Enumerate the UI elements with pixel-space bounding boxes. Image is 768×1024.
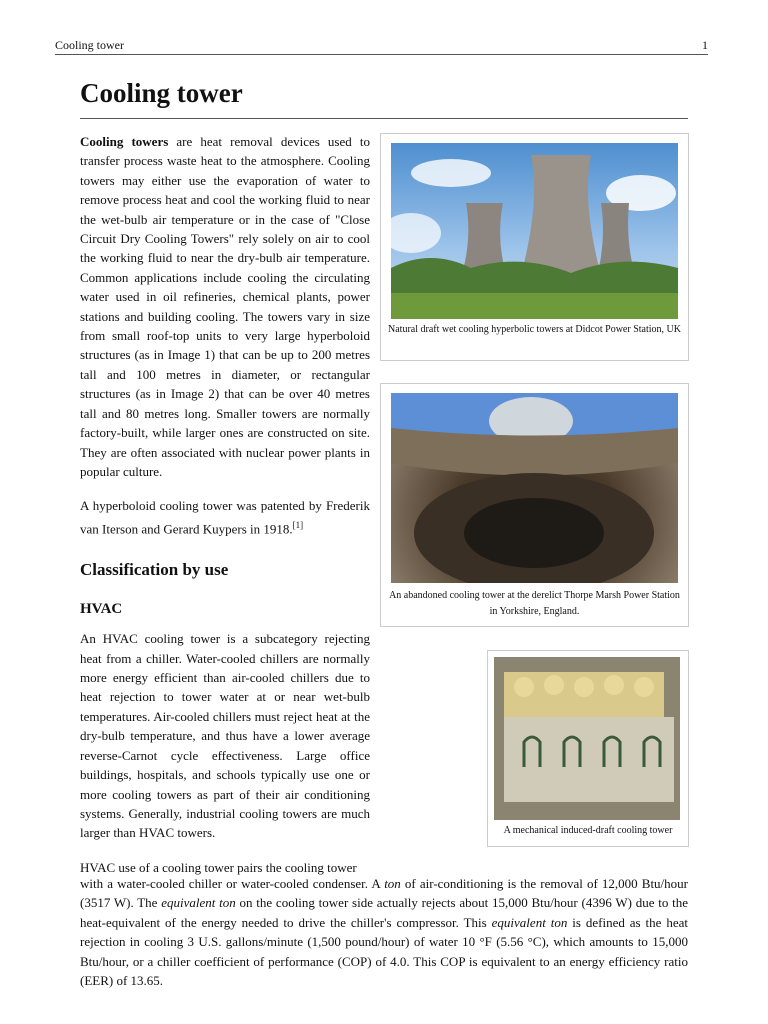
page-title: Cooling tower	[80, 78, 243, 108]
title-divider	[80, 118, 688, 119]
italic-term: equivalent ton	[161, 895, 236, 911]
figure-caption: An abandoned cooling tower at the derelict Thorpe Marsh Power Station in Yorkshire, England.	[389, 590, 680, 617]
page-number: 1	[702, 38, 708, 52]
figure-induced-draft	[487, 650, 689, 847]
intro-text: are heat removal devices used to transfer process waste heat to the atmosphere. Cooling towers may either use the evaporation of water to remove process heat and cool the working fluid to near the wet-bulb air temperature or in the case of "Close Circuit Dry Cooling Towers" rely solely on air to cool the working fluid to near the dry-bulb air temperature. Common applications include cooling the circulating water used in oil refineries, chemical plants, power stations and building cooling. The towers vary in size from small roof-top units to very large hyperboloid structures (as in Image 1) that can be up to 200 metres tall and 100 metres in diameter, or rectangular structures (as in Image 2) that can be over 40 metres tall and 80 metres long. Smaller towers are normally factory-built, while larger ones are constructed on site. They are often associated with nuclear power plants in popular culture.	[80, 134, 370, 479]
patent-paragraph	[80, 496, 370, 538]
figure-caption: Natural draft wet cooling hyperbolic towers at Didcot Power Station, UK	[388, 324, 681, 335]
cooling-towers-photo[interactable]	[391, 143, 678, 319]
tower-interior-photo[interactable]	[391, 393, 678, 583]
hvac-paragraph: An HVAC cooling tower is a subcategory rejecting heat from a chiller. Water-cooled chillers are normally more energy efficient than air-cooled chillers due to heat rejection to tower water at or near wet-bulb temperatures. Air-cooled chillers must reject heat at the dry-bulb temperature, and thus have a lower average reverse-Carnot cycle effectiveness. Large office buildings, hospitals, and schools typically use one or more cooling towers as part of their air conditioning systems. Generally, industrial cooling towers are much larger than HVAC towers.	[80, 631, 370, 841]
figure-didcot	[380, 133, 689, 361]
text: of air-conditioning is the removal of 12,000 Btu/hour (3517 W). The	[80, 876, 688, 911]
mechanical-tower-photo[interactable]	[494, 657, 680, 820]
header-title: Cooling tower	[55, 38, 124, 52]
subsection-heading: HVAC	[80, 600, 123, 617]
text: is defined as the heat rejection in cooling 3 U.S. gallons/minute (1,500 pound/hour) of water 10 °F (5.56 °C), which amounts to 15,000 Btu/hour, or a chiller coefficient of performance (COP) of 4.0. This COP is equivalent to an energy efficiency ratio (EER) of 13.65.	[80, 914, 689, 989]
hvac-paragraph-2-start: HVAC use of a cooling tower pairs the cooling tower	[80, 859, 357, 875]
text: with a water-cooled chiller or water-cooled condenser. A	[80, 876, 385, 891]
hvac-paragraph-2	[80, 874, 688, 990]
intro-paragraph	[80, 132, 370, 481]
main-column	[80, 132, 370, 877]
intro-bold-term: Cooling towers	[80, 134, 169, 149]
figure-thorpe-marsh	[380, 383, 689, 627]
patent-text: A hyperboloid cooling tower was patented by Frederik van Iterson and Gerard Kuypers in 1918.	[80, 498, 370, 537]
page-header	[55, 38, 708, 55]
italic-term: equivalent ton	[491, 914, 568, 930]
italic-term: ton	[384, 876, 401, 891]
section-heading: Classification by use	[80, 560, 229, 580]
text: on the cooling tower side actually rejects about 15,000 Btu/hour (4396 W) due to the heat-equivalent of the energy needed to drive the chiller's compressor. This	[80, 895, 689, 930]
reference-link[interactable]: [1]	[292, 519, 304, 530]
figure-caption: A mechanical induced-draft cooling tower	[503, 825, 673, 836]
